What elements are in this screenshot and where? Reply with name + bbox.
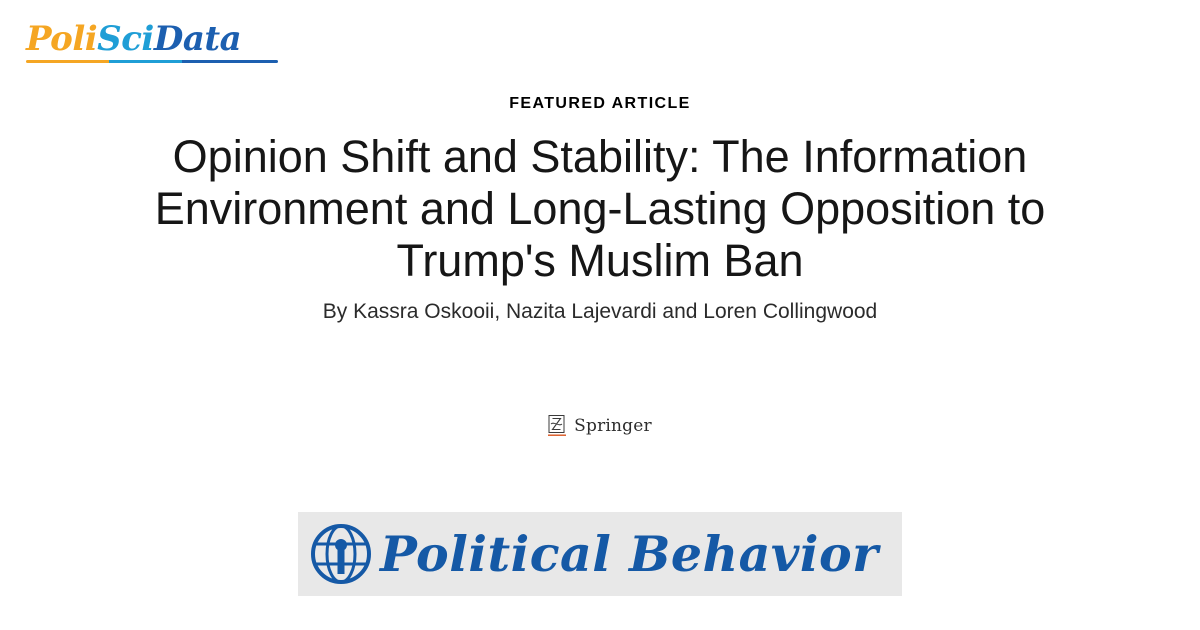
site-logo-sci: Sci [97,19,154,59]
journal-name: Political Behavior [380,525,879,583]
featured-article-kicker: FEATURED ARTICLE [509,95,691,112]
site-logo[interactable] [26,19,242,59]
site-logo-underline [26,60,278,63]
site-logo-data: Data [153,19,242,59]
springer-logo-icon [548,415,567,437]
publisher-name: Springer [574,416,652,436]
page-title: Opinion Shift and Stability: The Information Environment and Long-Lasting Opposition to Trump's Muslim Ban [154,131,1046,287]
article-byline: By Kassra Oskooii, Nazita Lajevardi and Loren Collingwood [322,299,878,323]
journal-banner[interactable] [298,512,902,596]
article-header [50,95,1150,324]
site-logo-poli: Poli [26,19,98,59]
globe-icon [310,523,372,585]
publisher-credit [0,415,1200,437]
